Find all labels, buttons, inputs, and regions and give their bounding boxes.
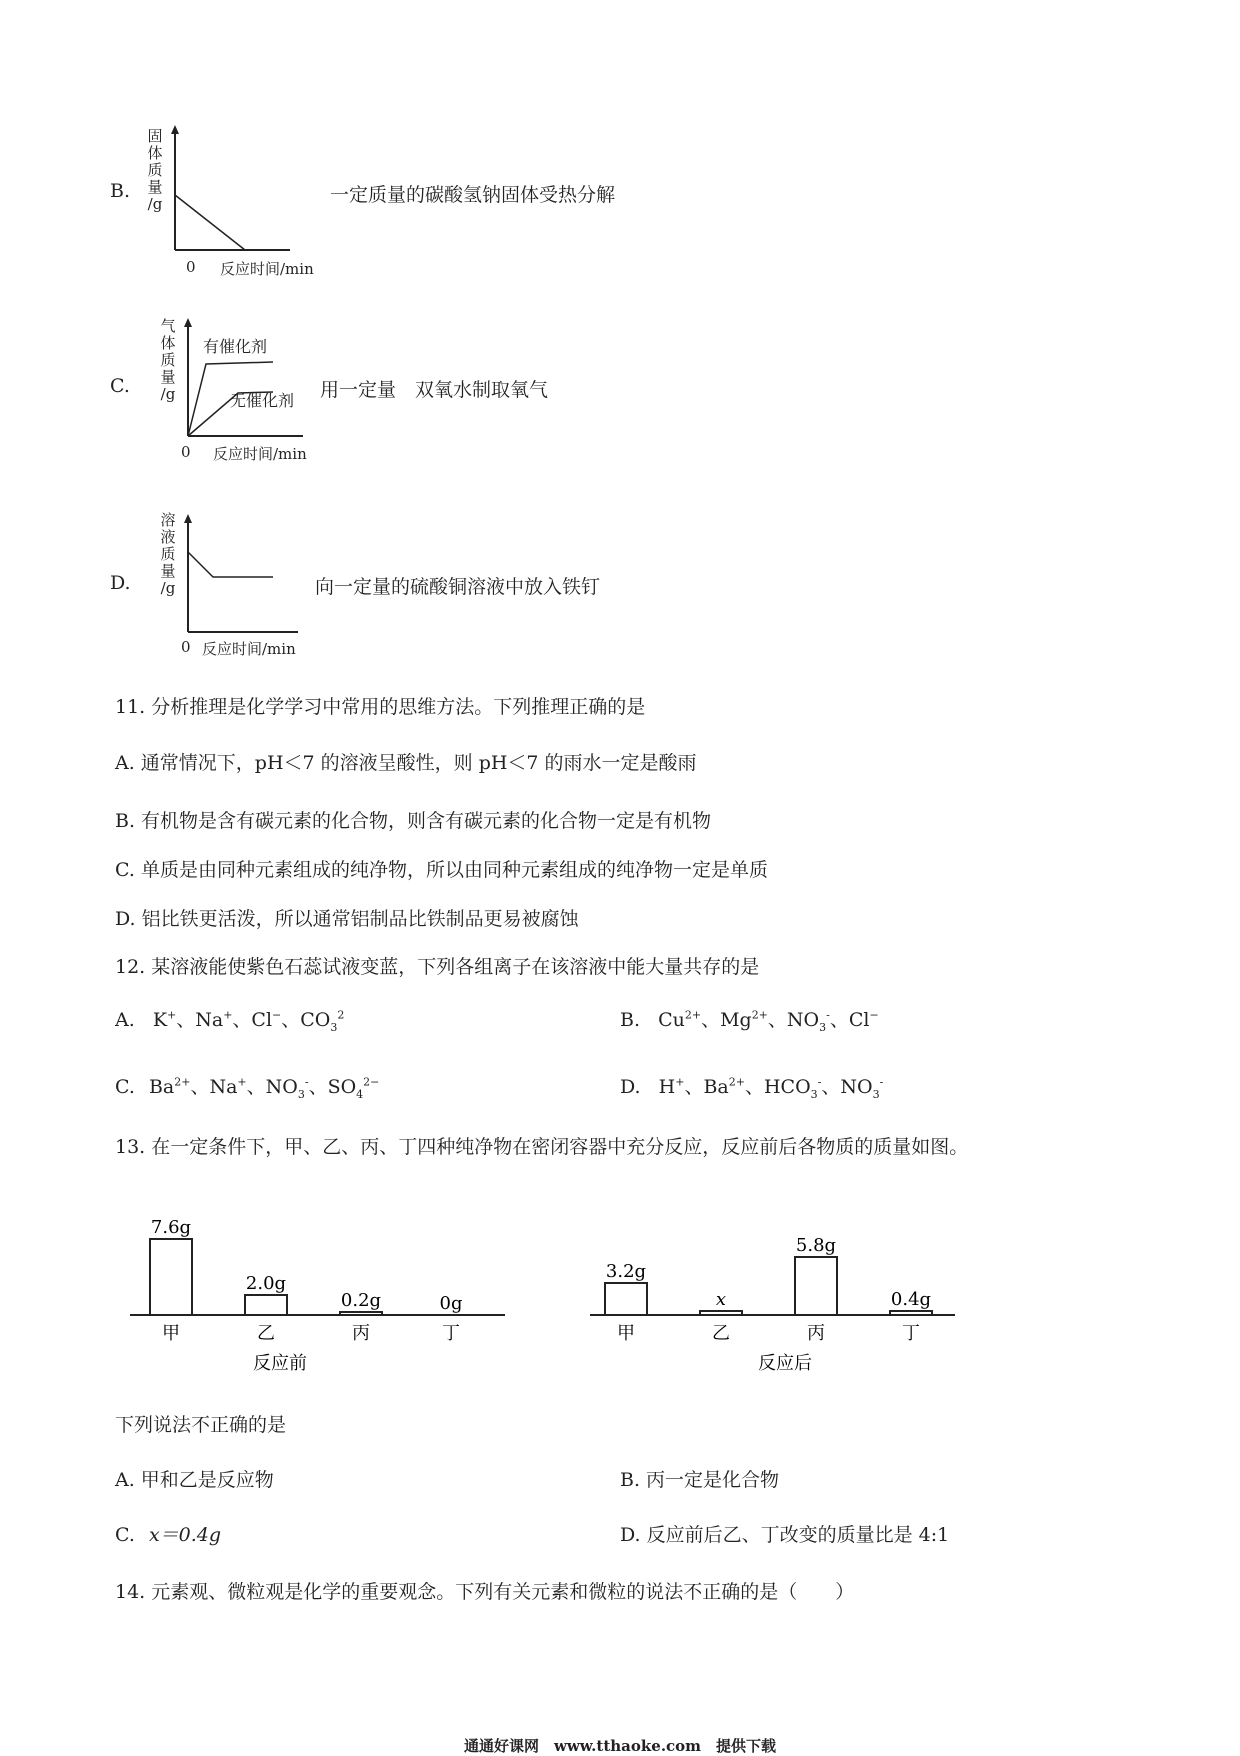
- bar: [150, 1239, 192, 1315]
- q12-c-label: C.: [115, 1076, 135, 1098]
- data-label: 0g: [439, 1293, 463, 1314]
- q11-stem: 11. 分析推理是化学学习中常用的思维方法。下列推理正确的是: [115, 696, 646, 718]
- option-b-caption: 一定质量的碳酸氢钠固体受热分解: [330, 184, 616, 206]
- q11-option-a: A. 通常情况下，pH＜7 的溶液呈酸性，则 pH＜7 的雨水一定是酸雨: [115, 752, 697, 774]
- category-label: 丁: [442, 1323, 460, 1344]
- option-d-caption: 向一定量的硫酸铜溶液中放入铁钉: [315, 576, 601, 598]
- y-axis-arrow: [184, 318, 192, 327]
- q12-option-d: [620, 1072, 883, 1101]
- data-label: x: [715, 1289, 727, 1310]
- q11-option-b: B. 有机物是含有碳元素的化合物，则含有碳元素的化合物一定是有机物: [115, 810, 712, 832]
- option-b-origin: 0: [186, 258, 196, 276]
- q13-option-d: D. 反应前后乙、丁改变的质量比是 4:1: [620, 1524, 950, 1546]
- chart-title: 反应后: [758, 1353, 812, 1374]
- q11-option-c: C. 单质是由同种元素组成的纯净物，所以由同种元素组成的纯净物一定是单质: [115, 859, 768, 881]
- category-label: 乙: [257, 1323, 275, 1344]
- q12-a-ions: K+、Na+、Cl−、$CO_3^2$: [152, 1008, 345, 1034]
- bar: [245, 1295, 287, 1315]
- data-label: 0.4g: [890, 1289, 932, 1310]
- q12-d-ions: H+、$Ba^{2+}$、$HCO_3^-$、$NO_3^-$: [658, 1075, 884, 1101]
- option-d-label: D.: [110, 572, 131, 594]
- q12-a-label: A.: [115, 1009, 135, 1031]
- chart-after: [585, 1185, 965, 1385]
- no-catalyst-label: 无催化剂: [230, 391, 295, 410]
- q12-b-ions: $Cu^{2+}$、$Mg^{2+}$、$NO_3^-$、Cl−: [658, 1008, 879, 1034]
- option-c-label: C.: [110, 375, 130, 397]
- option-b-graph: [165, 125, 305, 255]
- chart-before: [130, 1185, 510, 1385]
- q12-b-label: B.: [620, 1009, 641, 1031]
- q11-option-d: D. 铝比铁更活泼，所以通常铝制品比铁制品更易被腐蚀: [115, 908, 579, 930]
- q13-c-label: C.: [115, 1524, 135, 1546]
- category-label: 丙: [352, 1323, 370, 1344]
- option-c-caption: 用一定量 双氧水制取氧气: [320, 379, 549, 401]
- data-label: 2.0g: [245, 1273, 287, 1294]
- bar: [605, 1283, 647, 1315]
- curve-line: [175, 195, 245, 250]
- category-label: 甲: [162, 1323, 180, 1344]
- option-d-xlabel: 反应时间/min: [202, 640, 296, 658]
- bar: [795, 1257, 837, 1315]
- q12-option-b: [620, 1005, 879, 1034]
- q12-option-c: [115, 1072, 379, 1101]
- q13-option-b: B. 丙一定是化合物: [620, 1469, 780, 1491]
- option-c-xlabel: 反应时间/min: [213, 445, 307, 463]
- curve-line: [188, 552, 273, 577]
- option-b-xlabel: 反应时间/min: [220, 260, 314, 278]
- option-c-ylabel: 气 体 质 量 /g: [160, 317, 176, 403]
- category-label: 丁: [902, 1323, 920, 1344]
- option-c-origin: 0: [181, 443, 191, 461]
- option-b-label: B.: [110, 180, 131, 202]
- y-axis-arrow: [184, 514, 192, 523]
- q13-stem: 13. 在一定条件下，甲、乙、丙、丁四种纯净物在密闭容器中充分反应，反应前后各物质的质量如图。: [115, 1136, 969, 1158]
- data-label: 7.6g: [150, 1217, 192, 1238]
- q13-option-a: A. 甲和乙是反应物: [115, 1469, 274, 1491]
- category-label: 甲: [617, 1323, 635, 1344]
- footer: 通通好课网 www.tthaoke.com 提供下载: [463, 1737, 777, 1755]
- bar: [340, 1312, 382, 1315]
- q12-option-a: [115, 1005, 344, 1034]
- chart-title: 反应前: [253, 1353, 307, 1374]
- y-axis-arrow: [171, 125, 179, 134]
- q13-option-c: [115, 1520, 221, 1547]
- bar: [890, 1311, 932, 1315]
- q12-c-ions: $Ba^{2+}$、Na+、$NO_3^-$、$SO_4^{2-}$: [148, 1075, 380, 1101]
- option-d-graph: [178, 514, 318, 636]
- option-d-ylabel: 溶 液 质 量 /g: [160, 511, 176, 597]
- q13-sub-stem: 下列说法不正确的是: [115, 1414, 287, 1436]
- q12-stem: 12. 某溶液能使紫色石蕊试液变蓝，下列各组离子在该溶液中能大量共存的是: [115, 956, 760, 978]
- bar: [700, 1311, 742, 1315]
- data-label: 5.8g: [795, 1235, 837, 1256]
- q13-c-value: x＝0.4g: [148, 1524, 222, 1546]
- option-b-ylabel: 固 体 质 量 /g: [147, 127, 163, 213]
- q14-stem: 14. 元素观、微粒观是化学的重要观念。下列有关元素和微粒的说法不正确的是（ ）: [115, 1581, 855, 1603]
- category-label: 丙: [807, 1323, 825, 1344]
- data-label: 3.2g: [605, 1261, 647, 1282]
- q12-d-label: D.: [620, 1076, 641, 1098]
- catalyst-label: 有催化剂: [203, 337, 268, 356]
- category-label: 乙: [712, 1323, 730, 1344]
- option-d-origin: 0: [181, 638, 191, 656]
- data-label: 0.2g: [340, 1290, 382, 1311]
